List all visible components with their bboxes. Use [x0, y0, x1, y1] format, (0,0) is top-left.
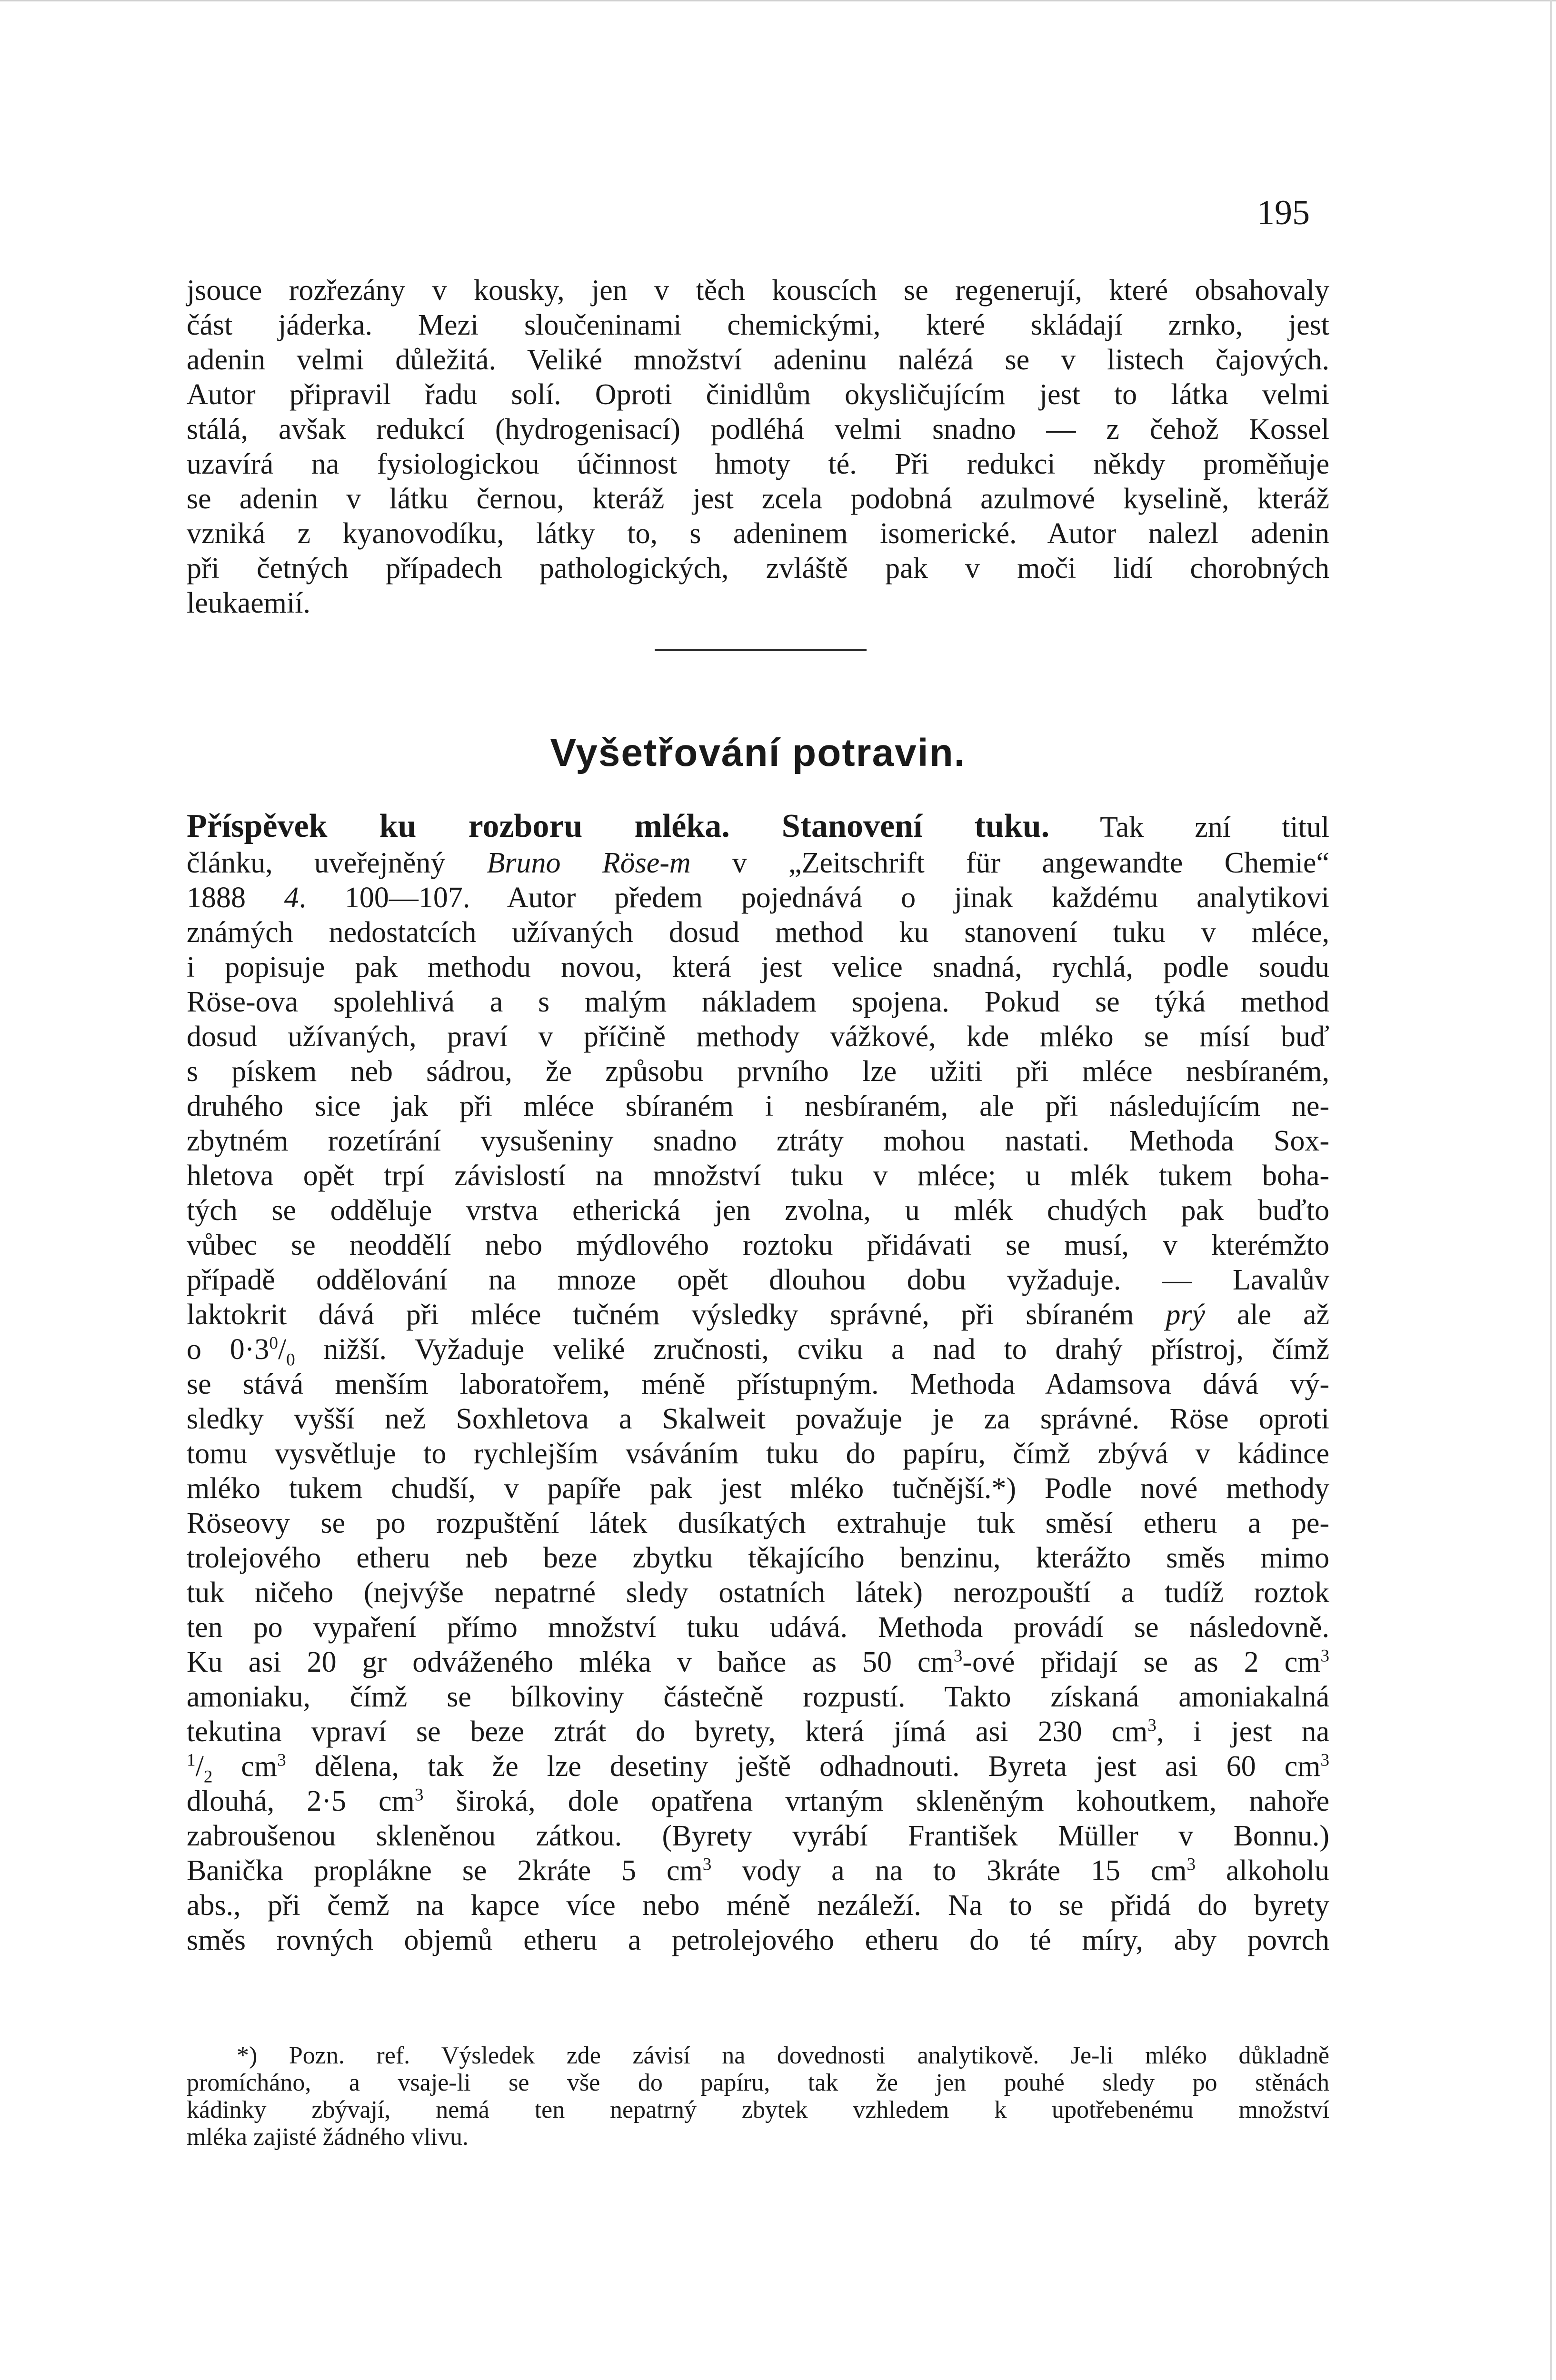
section-heading: Vyšetřování potravin.	[550, 731, 966, 774]
text-line: tých se odděluje vrstva etherická jen zvolna, u mlék chudých pak buďto	[187, 1194, 1329, 1227]
text-run: cm	[212, 1750, 278, 1783]
text-line: mléko tukem chudší, v papíře pak jest mléko tučnější.*) Podle nové methody	[187, 1472, 1329, 1505]
footnote-line: *) Pozn. ref. Výsledek zde závisí na dovednosti analytikově. Je-li mléko důkladně	[237, 2042, 1329, 2069]
text-line: tomu vysvětluje to rychlejším vsáváním tuku do papíru, čímž zbývá v kádince	[187, 1438, 1329, 1470]
text-line: Autor připravil řadu solí. Oproti činidlům okysličujícím jest to látka velmi	[187, 378, 1329, 411]
issue-number: 4	[284, 882, 299, 914]
text-line: při četných případech pathologických, zvláště pak v moči lidí chorobných	[187, 552, 1329, 585]
section-divider	[655, 649, 867, 651]
text-line: známých nedostatcích užívaných dosud method ku stanovení tuku v mléce,	[187, 916, 1329, 949]
text-line: zabroušenou skleněnou zátkou. (Byrety vyrábí František Müller v Bonnu.)	[187, 1820, 1329, 1852]
text-line	[187, 1749, 1329, 1787]
scan-edge-right	[1550, 0, 1552, 2380]
text-run: nižší. Vyžaduje veliké zručnosti, cviku a nad to drahý přístroj, čímž	[295, 1333, 1329, 1366]
article-paragraph	[187, 808, 1329, 1958]
superscript: 3	[1147, 1716, 1157, 1735]
page-number: 195	[1257, 193, 1310, 232]
footnote-line: promícháno, a vsaje-li se vše do papíru, tak že jen pouhé sledy po stěnách	[187, 2069, 1329, 2096]
superscript: 3	[277, 1750, 286, 1770]
superscript: 3	[1187, 1854, 1196, 1874]
fraction-numerator: 1	[187, 1750, 196, 1770]
text-line: Röse-ova spolehlivá a s malým nákladem spojena. Pokud se týká method	[187, 986, 1329, 1018]
superscript: 3	[702, 1854, 712, 1874]
superscript: 3	[414, 1785, 424, 1805]
scan-edge-top	[0, 0, 1556, 1]
footnote-line: mléka zajisté žádného vlivu.	[187, 2123, 469, 2151]
text-line: stálá, avšak redukcí (hydrogenisací) podléhá velmi snadno — z čehož Kossel	[187, 413, 1329, 446]
text-line: se stává menším laboratořem, méně přístupným. Methoda Adamsova dává vý-	[187, 1368, 1329, 1400]
text-line: se adenin v látku černou, kteráž jest zcela podobná azulmové kyselině, kteráž	[187, 483, 1329, 515]
superscript: 3	[1320, 1646, 1329, 1666]
text-line: i popisuje pak methodu novou, která jest velice snadná, rychlá, podle soudu	[187, 951, 1329, 983]
text-line: směs rovných objemů etheru a petrolejového etheru do té míry, aby povrch	[187, 1924, 1329, 1956]
text-run: v „Zeitschrift für angewandte Chemie“	[690, 847, 1329, 879]
text-run: /	[278, 1333, 287, 1366]
text-line: vůbec se neoddělí nebo mýdlového roztoku přidávati se musí, v kterémžto	[187, 1229, 1329, 1261]
text-line	[187, 1715, 1329, 1749]
text-run: článku, uveřejněný	[187, 847, 487, 879]
text-line	[187, 1784, 1329, 1819]
text-run: dlouhá, 2·5 cm	[187, 1785, 415, 1817]
text-line: dosud užívaných, praví v příčině methody vážkové, kde mléko se mísí buď	[187, 1021, 1329, 1053]
text-line: leukaemií.	[187, 587, 310, 619]
text-run: dělena, tak že lze desetiny ještě odhadnouti. Byreta jest asi 60 cm	[286, 1750, 1321, 1783]
article-title-line	[187, 808, 1329, 846]
text-run: Ku asi 20 gr odváženého mléka v baňce as 50 cm	[187, 1646, 954, 1678]
text-line: případě oddělování na mnoze opět dlouhou dobu vyžaduje. — Lavalův	[187, 1264, 1329, 1296]
text-line: uzavírá na fysiologickou účinnost hmoty té. Při redukci někdy proměňuje	[187, 448, 1329, 480]
text-run: o 0·3	[187, 1333, 269, 1366]
text-line	[187, 881, 1329, 915]
text-line: abs., při čemž na kapce více nebo méně nezáleží. Na to se přidá do byrety	[187, 1889, 1329, 1922]
article-title: Příspěvek ku rozboru mléka. Stanovení tuku.	[187, 808, 1050, 844]
text-run: alkoholu	[1196, 1854, 1329, 1887]
text-line: druhého sice jak při mléce sbíraném i nesbíraném, ale při následujícím ne-	[187, 1090, 1329, 1122]
text-run: Tak zní titul	[1049, 811, 1329, 843]
author-name: Bruno Röse-m	[487, 847, 691, 879]
text-line: s pískem neb sádrou, že způsobu prvního lze užiti při mléce nesbíraném,	[187, 1055, 1329, 1088]
superscript: 3	[953, 1646, 963, 1666]
text-line	[187, 1332, 1329, 1370]
footnote-line: kádinky zbývají, nemá ten nepatrný zbytek vzhledem k upotřebenému množství	[187, 2096, 1329, 2123]
subscript: 0	[286, 1350, 295, 1370]
text-line: jsouce rozřezány v kousky, jen v těch kouscích se regenerují, které obsahovaly	[187, 274, 1329, 307]
superscript: 3	[1320, 1750, 1329, 1770]
text-run: ale až	[1205, 1299, 1329, 1331]
text-run: vody a na to 3kráte 15 cm	[711, 1854, 1187, 1887]
intro-paragraph	[187, 273, 1329, 621]
fraction-slash: /	[195, 1750, 204, 1783]
text-line: Röseovy se po rozpuštění látek dusíkatých extrahuje tuk směsí etheru a pe-	[187, 1507, 1329, 1539]
text-line: zbytném rozetírání vysušeniny snadno ztráty mohou nastati. Methoda Sox-	[187, 1125, 1329, 1157]
text-run: , i jest na	[1156, 1716, 1329, 1748]
text-line: amoniaku, čímž se bílkoviny částečně rozpustí. Takto získaná amoniakalná	[187, 1681, 1329, 1713]
text-line: trolejového etheru neb beze zbytku těkajícího benzinu, kterážto směs mimo	[187, 1542, 1329, 1574]
text-line	[187, 1298, 1329, 1332]
text-line: část jáderka. Mezi sloučeninami chemickými, které skládají zrnko, jest	[187, 309, 1329, 341]
text-run: 1888	[187, 882, 284, 914]
text-line: ten po vypaření přímo množství tuku udává. Methoda provádí se následovně.	[187, 1611, 1329, 1644]
text-run: . 100—107. Autor předem pojednává o jinak každému analytikovi	[299, 882, 1330, 914]
footnote	[187, 2042, 1329, 2151]
text-run: tekutina vpraví se beze ztrát do byrety, která jímá asi 230 cm	[187, 1716, 1148, 1748]
text-line: sledky vyšší než Soxhletova a Skalweit považuje je za správné. Röse oproti	[187, 1403, 1329, 1435]
text-line: tuk ničeho (nejvýše nepatrné sledy ostatních látek) nerozpouští a tudíž roztok	[187, 1577, 1329, 1609]
italic-word: prý	[1166, 1299, 1206, 1331]
text-line: adenin velmi důležitá. Veliké množství adeninu nalézá se v listech čajových.	[187, 344, 1329, 376]
text-run: -ové přidají se as 2 cm	[962, 1646, 1321, 1678]
text-run: Banička proplákne se 2kráte 5 cm	[187, 1854, 703, 1887]
text-line: vzniká z kyanovodíku, látky to, s adeninem isomerické. Autor nalezl adenin	[187, 517, 1329, 550]
text-line	[187, 1645, 1329, 1680]
text-line	[187, 1854, 1329, 1888]
text-run: laktokrit dává při mléce tučném výsledky správné, při sbíraném	[187, 1299, 1166, 1331]
text-line	[187, 846, 1329, 881]
text-line: hletova opět trpí závislostí na množství tuku v mléce; u mlék tukem boha-	[187, 1160, 1329, 1192]
superscript: 0	[269, 1333, 278, 1353]
text-run: široká, dole opatřena vrtaným skleněným kohoutkem, nahoře	[423, 1785, 1329, 1817]
fraction-denominator: 2	[203, 1767, 213, 1787]
